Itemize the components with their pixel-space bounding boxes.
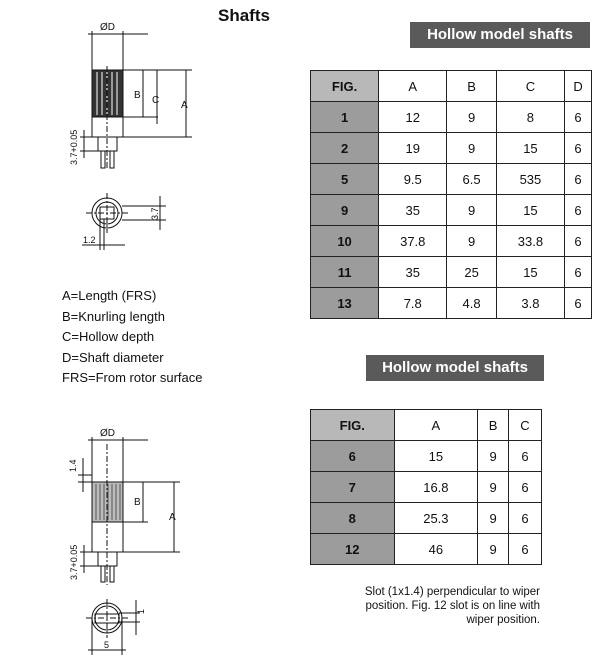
- table2-banner: Hollow model shafts: [366, 355, 544, 381]
- cell-c: 15: [496, 257, 564, 288]
- cell-b: 9: [447, 133, 496, 164]
- header-b: B: [478, 410, 509, 441]
- dia-label-2: ØD: [100, 428, 115, 439]
- fig-cell: 10: [311, 226, 379, 257]
- cell-b: 4.8: [447, 288, 496, 319]
- fig-cell: 5: [311, 164, 379, 195]
- cell-b: 9: [478, 472, 509, 503]
- cell-c: 6: [508, 534, 541, 565]
- a-label-2: A: [169, 512, 176, 523]
- cell-c: 15: [496, 133, 564, 164]
- cell-c: 15: [496, 195, 564, 226]
- cell-b: 25: [447, 257, 496, 288]
- cell-a: 9.5: [379, 164, 447, 195]
- legend-item: D=Shaft diameter: [62, 349, 164, 365]
- header-a: A: [379, 71, 447, 102]
- shaft-2-end-view: [86, 599, 140, 655]
- cell-a: 19: [379, 133, 447, 164]
- fig-cell: 13: [311, 288, 379, 319]
- cell-b: 9: [478, 503, 509, 534]
- cell-d: 6: [565, 164, 592, 195]
- cell-d: 6: [565, 102, 592, 133]
- c-label-1: C: [152, 95, 160, 106]
- fig-cell: 12: [311, 534, 395, 565]
- b-label-2: B: [134, 497, 141, 508]
- cell-d: 6: [565, 257, 592, 288]
- cell-a: 15: [394, 441, 478, 472]
- tol-label-2: 3.7+0.05: [69, 544, 79, 580]
- legend-item: FRS=From rotor surface: [62, 370, 203, 385]
- fig-cell: 2: [311, 133, 379, 164]
- cell-c: 6: [508, 472, 541, 503]
- cell-b: 9: [447, 195, 496, 226]
- fig-cell: 6: [311, 441, 395, 472]
- cell-b: 9: [478, 534, 509, 565]
- cell-a: 25.3: [394, 503, 478, 534]
- note-line: position. Fig. 12 slot is on line with: [365, 600, 540, 612]
- header-c: C: [496, 71, 564, 102]
- fig-cell: 1: [311, 102, 379, 133]
- slot-label-1: 3.7: [150, 207, 160, 220]
- cell-b: 9: [478, 441, 509, 472]
- side-label-2: 1: [136, 608, 146, 614]
- cell-c: 6: [508, 441, 541, 472]
- b-label-1: B: [134, 90, 141, 101]
- fig-cell: 11: [311, 257, 379, 288]
- dia-label-1: ØD: [100, 22, 115, 33]
- tol-label-1: 3.7+0.05: [69, 129, 79, 165]
- page-title: Shafts: [218, 6, 270, 25]
- shaft-2-side-view: [78, 437, 180, 585]
- header-fig: FIG.: [311, 410, 395, 441]
- cell-a: 37.8: [379, 226, 447, 257]
- cell-a: 35: [379, 257, 447, 288]
- cell-b: 6.5: [447, 164, 496, 195]
- cell-d: 6: [565, 133, 592, 164]
- header-a: A: [394, 410, 478, 441]
- cell-a: 7.8: [379, 288, 447, 319]
- cell-d: 6: [565, 195, 592, 226]
- header-b: B: [447, 71, 496, 102]
- cell-c: 8: [496, 102, 564, 133]
- a-label-1: A: [181, 100, 188, 111]
- cell-c: 535: [496, 164, 564, 195]
- fig-cell: 9: [311, 195, 379, 226]
- cell-d: 6: [565, 226, 592, 257]
- cell-a: 35: [379, 195, 447, 226]
- cell-b: 9: [447, 226, 496, 257]
- fig-cell: 7: [311, 472, 395, 503]
- note-line: wiper position.: [466, 614, 540, 626]
- bottom-label-2: 5: [104, 640, 110, 650]
- cell-c: 33.8: [496, 226, 564, 257]
- note-line: Slot (1x1.4) perpendicular to wiper: [364, 586, 540, 598]
- header-c: C: [508, 410, 541, 441]
- legend-item: A=Length (FRS): [62, 288, 157, 303]
- legend-item: C=Hollow depth: [62, 329, 155, 344]
- fig-cell: 8: [311, 503, 395, 534]
- header-fig: FIG.: [311, 71, 379, 102]
- cell-c: 6: [508, 503, 541, 534]
- cell-b: 9: [447, 102, 496, 133]
- top-label-2: 1.4: [68, 459, 78, 472]
- cell-a: 46: [394, 534, 478, 565]
- cell-c: 3.8: [496, 288, 564, 319]
- cell-a: 12: [379, 102, 447, 133]
- cell-d: 6: [565, 288, 592, 319]
- cell-a: 16.8: [394, 472, 478, 503]
- header-d: D: [565, 71, 592, 102]
- bottom-label-1: 1.2: [83, 235, 96, 245]
- legend-item: B=Knurling length: [62, 308, 165, 324]
- table1-banner: Hollow model shafts: [410, 22, 590, 48]
